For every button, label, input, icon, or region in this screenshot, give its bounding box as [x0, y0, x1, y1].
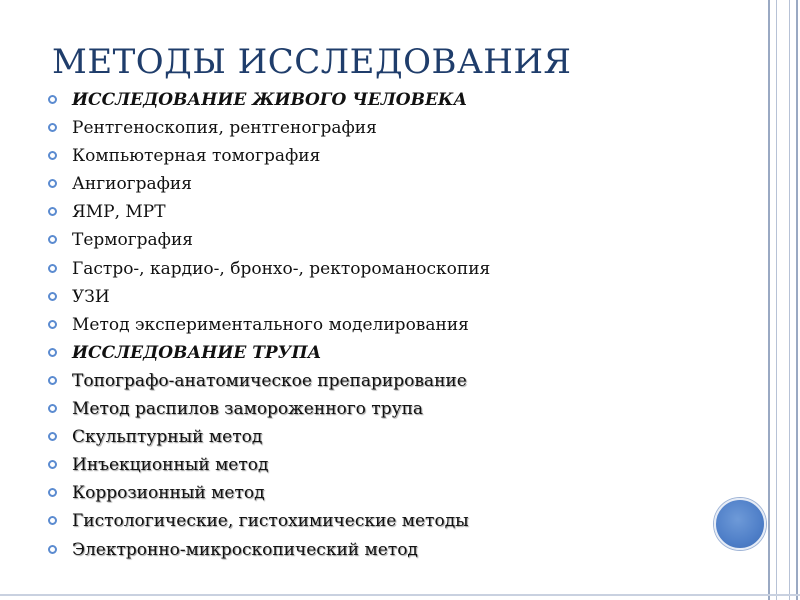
bullet-circle-icon	[48, 488, 57, 497]
list-item	[48, 198, 490, 226]
bullet-circle-icon	[48, 545, 57, 554]
bullet-circle-icon	[48, 179, 57, 188]
list-item-text: ИССЛЕДОВАНИЕ ТРУПА	[72, 342, 322, 363]
list-item	[48, 395, 490, 423]
list-item-text: Гастро-, кардио-, бронхо-, ректороманоскопия	[72, 258, 491, 279]
bullet-circle-icon	[48, 516, 57, 525]
list-item	[48, 423, 490, 451]
list-item	[48, 507, 490, 535]
bullet-list	[48, 86, 490, 564]
list-item	[48, 451, 490, 479]
bullet-circle-icon	[48, 348, 57, 357]
list-item	[48, 142, 490, 170]
list-item-text: Метод распилов замороженного трупа	[72, 399, 424, 420]
list-item-text: Термография	[72, 230, 194, 251]
list-item-text: Топографо-анатомическое препарирование	[72, 370, 467, 391]
list-item-text: Инъекционный метод	[72, 455, 269, 476]
list-item-heading-living	[48, 86, 490, 114]
bullet-circle-icon	[48, 207, 57, 216]
bullet-circle-icon	[48, 404, 57, 413]
list-item-text: Коррозионный метод	[72, 483, 265, 504]
list-item	[48, 283, 490, 311]
list-item-text: Компьютерная томография	[72, 146, 321, 167]
list-item-text: Рентгеноскопия, рентгенография	[72, 118, 377, 139]
right-border-inner-decoration	[776, 0, 790, 600]
list-item-text: УЗИ	[72, 286, 110, 307]
list-item-text: Гистологические, гистохимические методы	[72, 511, 469, 532]
slide-title: МЕТОДЫ ИССЛЕДОВАНИЯ	[52, 42, 572, 82]
bullet-circle-icon	[48, 235, 57, 244]
list-item	[48, 226, 490, 254]
bullet-circle-icon	[48, 95, 57, 104]
list-item-text: Скульптурный метод	[72, 427, 263, 448]
list-item	[48, 255, 490, 283]
bullet-circle-icon	[48, 292, 57, 301]
bullet-circle-icon	[48, 151, 57, 160]
bullet-circle-icon	[48, 123, 57, 132]
list-item	[48, 114, 490, 142]
list-item-text: Ангиография	[72, 174, 192, 195]
bullet-circle-icon	[48, 264, 57, 273]
bullet-circle-icon	[48, 376, 57, 385]
list-item-text: ИССЛЕДОВАНИЕ ЖИВОГО ЧЕЛОВЕКА	[72, 90, 468, 110]
list-item-text: Электронно-микроскопический метод	[72, 539, 418, 560]
bullet-circle-icon	[48, 460, 57, 469]
bullet-circle-icon	[48, 320, 57, 329]
list-item-text: Метод экспериментального моделирования	[72, 314, 469, 335]
list-item-text: ЯМР, МРТ	[72, 202, 166, 223]
list-item	[48, 311, 490, 339]
list-item	[48, 536, 490, 564]
list-item	[48, 367, 490, 395]
list-item	[48, 479, 490, 507]
bottom-divider	[0, 594, 800, 596]
bullet-circle-icon	[48, 432, 57, 441]
circle-decoration-icon	[714, 498, 766, 550]
list-item-heading-cadaver	[48, 339, 490, 367]
list-item	[48, 170, 490, 198]
